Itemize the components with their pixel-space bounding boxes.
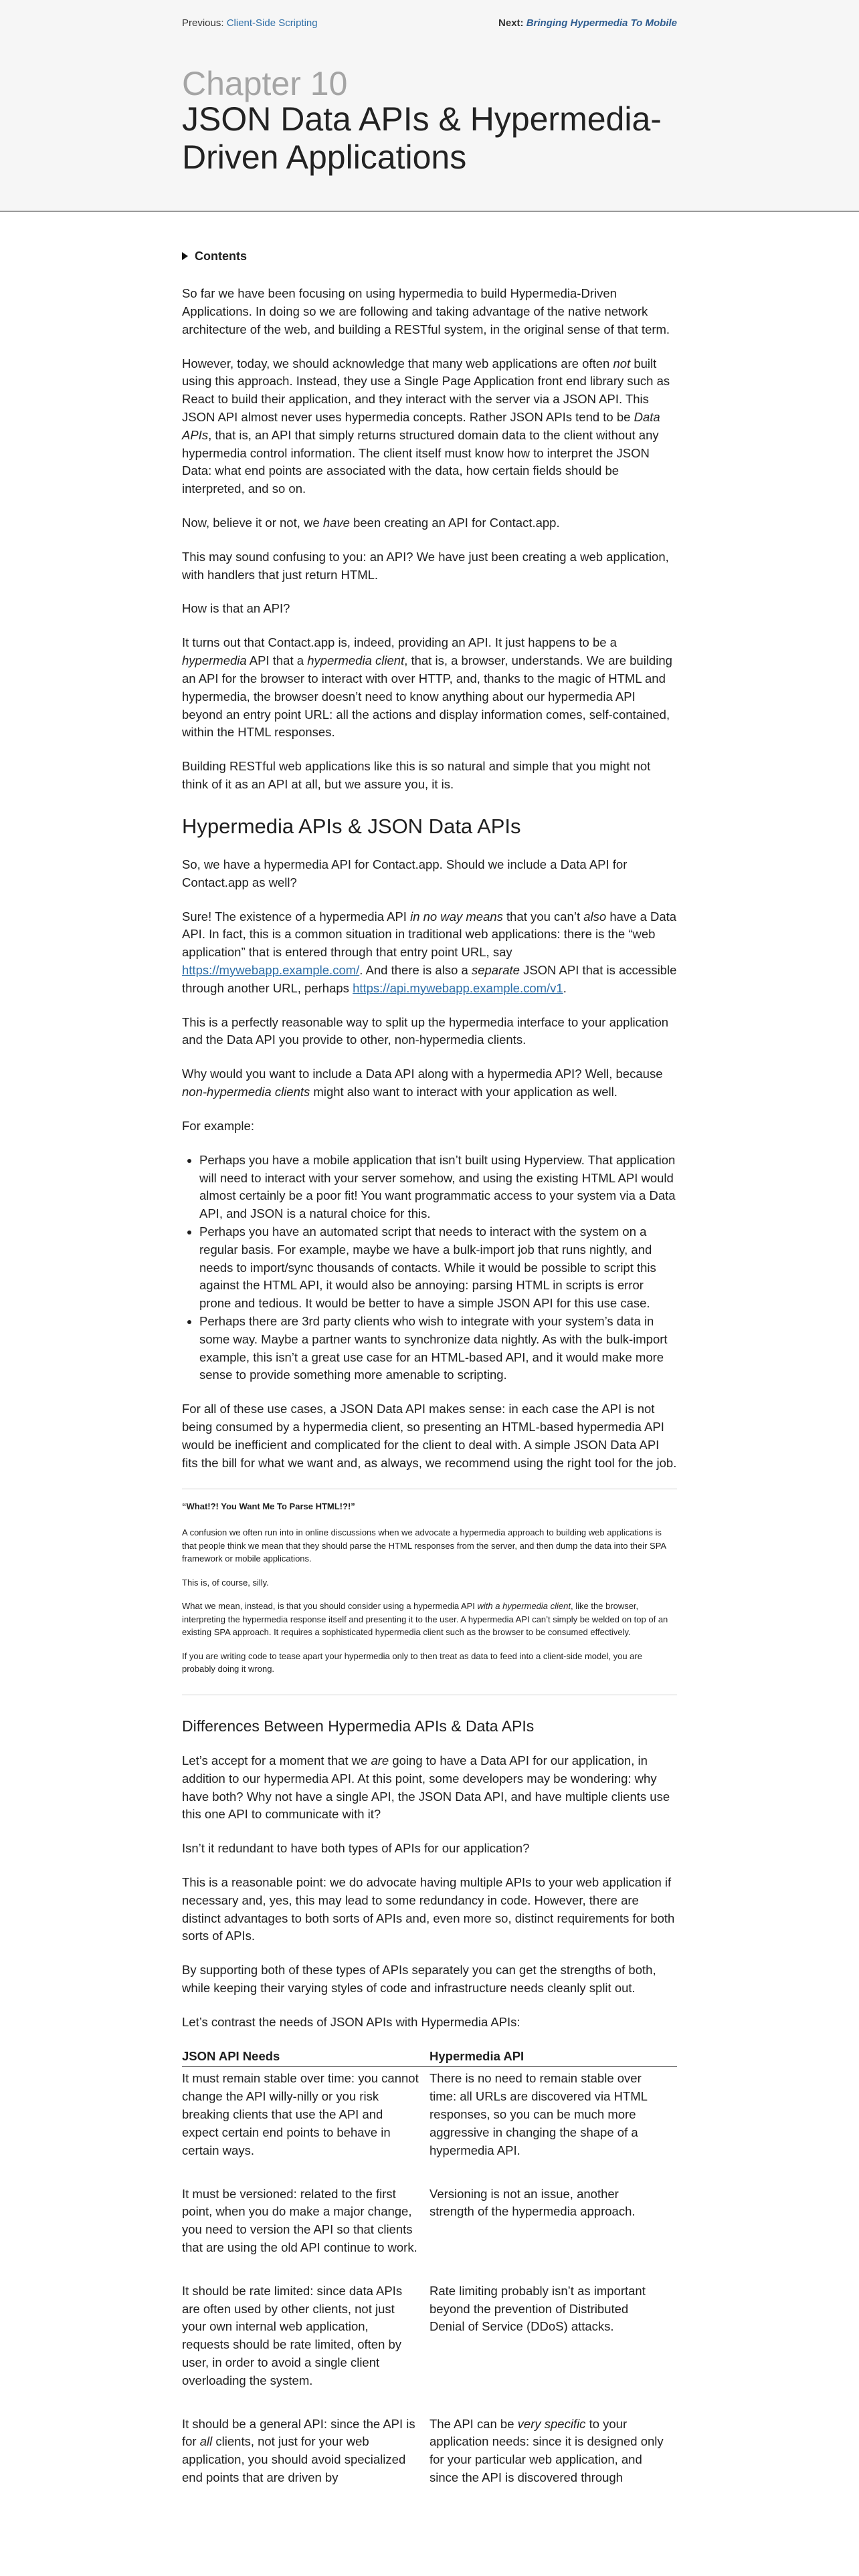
section-paragraph: By supporting both of these types of APIs separately you can get the strengths of both, while keeping their varying styles of code and infrastructure needs cleanly split out.	[182, 1963, 656, 1995]
section-paragraph: Isn’t it redundant to have both types of APIs for our application?	[182, 1841, 530, 1856]
sidebar-paragraph: This is, of course, silly.	[182, 1577, 269, 1588]
sidebar-paragraph: What we mean, instead, is that you should consider using a hypermedia API with a hypermedia client, like the browser, interpreting the hypermedia response itself and presenting it to the user. A hypermedia API can’t simply be welded on top of an existing SPA approach. It requires a sophisticated hypermedia client such as the browser to be consumed effectively.	[182, 1601, 668, 1638]
intro-paragraph: Building RESTful web applications like this is so natural and simple that you might not think of it as an API at all, but we assure you, it is.	[182, 759, 651, 791]
list-item: • Perhaps there are 3rd party clients who wish to integrate with your system’s data in some way. Maybe a partner wants to synchronize data nightly. As with the bulk-import example, this isn’t a great use case for an HTML-based API, and it would make more sense to provide something more amenable to scripting.	[199, 1313, 677, 1384]
chapter-header	[0, 0, 859, 212]
sidebar-paragraph: A confusion we often run into in online discussions when we advocate a hypermedia approach to building web applications is that people think we mean that they should parse the HTML responses from the server, and then dump the data into their SPA framework or mobile applications.	[182, 1527, 666, 1564]
section-paragraph: For all of these use cases, a JSON Data API makes sense: in each case the API is not being consumed by a hypermedia client, so presenting an HTML-based hypermedia API would be inefficient and complicated for the client to deal with. A simple JSON Data API fits the bill for what we want and, as always, we recommend using the right tool for the job.	[182, 1402, 677, 1470]
chapter-content	[182, 247, 677, 2510]
sidebar-paragraph: If you are writing code to tease apart your hypermedia only to then treat as data to feed into a client-side model, you are probably doing it wrong.	[182, 1650, 642, 1675]
table-cell: Rate limiting probably isn’t as important beyond the prevention of Distributed Denial of Service (DDoS) attacks.	[430, 2283, 646, 2334]
previous-label: Previous:	[182, 17, 224, 29]
column-header: JSON API Needs	[182, 2048, 430, 2067]
table-row	[182, 2183, 677, 2280]
intro-paragraph: Now, believe it or not, we have been creating an API for Contact.app.	[182, 516, 560, 530]
comparison-table	[182, 2048, 677, 2510]
intro-paragraph: It turns out that Contact.app is, indeed, providing an API. It just happens to be a hypermedia API that a hypermedia client, that is, a browser, understands. We are building an API for the browser to interact with over HTTP, and, thanks to the magic of HTML and hypermedia, the browser doesn’t need to know anything about our hypermedia API beyond an entry point URL: all the actions and display information comes, self-contained, within the HTML responses.	[182, 635, 672, 740]
previous-nav	[182, 17, 318, 29]
table-header-row	[182, 2048, 677, 2067]
list-item: • Perhaps you have an automated script that needs to interact with the system on a regular basis. For example, maybe we have a bulk-import job that runs nightly, and needs to import/sync thousands of contacts. While it would be possible to script this against the HTML API, it would also be annoying: parsing HTML in scripts is error prone and tedious. It would be better to have a simple JSON API for this use case.	[199, 1223, 677, 1313]
sidebar-note	[182, 1489, 677, 1695]
contents-label: Contents	[195, 249, 247, 263]
table-cell: The API can be very specific to your application needs: since it is designed only for your particular web application, and since the API is discovered through	[430, 2416, 664, 2485]
section-paragraph: So, we have a hypermedia API for Contact.app. Should we include a Data API for Contact.app as well?	[182, 857, 628, 889]
section-paragraph: For example:	[182, 1118, 254, 1133]
section-paragraph: This is a perfectly reasonable way to split up the hypermedia interface to your application and the Data API you provide to other, non-hypermedia clients.	[182, 1014, 669, 1047]
disclosure-triangle-icon	[182, 252, 188, 260]
chapter-number: Chapter 10	[182, 65, 348, 102]
table-row	[182, 2067, 677, 2183]
contents-toggle[interactable]	[182, 247, 677, 265]
intro-paragraph: This may sound confusing to you: an API? We have just been creating a web application, with handlers that just return HTML.	[182, 549, 669, 582]
column-header: Hypermedia API	[430, 2048, 677, 2067]
table-cell: It should be a general API: since the API is for all clients, not just for your web application, you should avoid specialized end points that are driven by	[182, 2416, 415, 2485]
api-url-link[interactable]: https://api.mywebapp.example.com/v1	[353, 980, 563, 995]
sidebar-title: “What!?! You Want Me To Parse HTML!?!”	[182, 1501, 355, 1511]
list-item: • Perhaps you have a mobile application that isn’t built using Hyperview. That application will need to interact with your server somehow, and using the existing HTML API would almost certainly be a poor fit! You want programmatic access to your system via a Data API, and JSON is a natural choice for this.	[199, 1152, 677, 1223]
table-cell: Versioning is not an issue, another strength of the hypermedia approach.	[430, 2186, 636, 2219]
chapter-title: JSON Data APIs & Hypermedia-Driven Applications	[182, 100, 662, 176]
next-label: Next:	[498, 17, 524, 29]
table-row	[182, 2280, 677, 2413]
next-chapter-link[interactable]: Bringing Hypermedia To Mobile	[526, 17, 677, 29]
webapp-url-link[interactable]: https://mywebapp.example.com/	[182, 963, 360, 978]
section-paragraph: This is a reasonable point: we do advocate having multiple APIs to your web application if necessary and, yes, this may lead to some redundancy in code. However, there are distinct advantages to both sorts of APIs and, even more so, distinct requirements for both sorts of APIs.	[182, 1874, 675, 1943]
intro-paragraph: However, today, we should acknowledge that many web applications are often not built using this approach. Instead, they use a Single Page Application front end library such as React to build their application, and they interact with the server via a JSON API. This JSON API almost never uses hypermedia concepts. Rather JSON APIs tend to be Data APIs, that is, an API that simply returns structured domain data to the client without any hypermedia control information. The client itself must know how to interpret the JSON Data: what end points are associated with the data, how certain fields should be interpreted, and so on.	[182, 356, 670, 496]
section-paragraph: Let’s contrast the needs of JSON APIs with Hypermedia APIs:	[182, 2014, 520, 2029]
intro-paragraph: So far we have been focusing on using hypermedia to build Hypermedia-Driven Applications. In doing so we are following and taking advantage of the native network architecture of the web, and building a RESTful system, in the original sense of that term.	[182, 286, 670, 336]
section-paragraph: Let’s accept for a moment that we are going to have a Data API for our application, in addition to our hypermedia API. At this point, some developers may be wondering: why have both? Why not have a single API, the JSON Data API, and have multiple clients use this one API to communicate with it?	[182, 1753, 670, 1822]
section-paragraph: Sure! The existence of a hypermedia API in no way means that you can’t also have a Data API. In fact, this is a common situation in traditional web applications: there is the “web application” that is entered through that entry point URL, say https://mywebapp.example.com/. And there is also a separate JSON API that is accessible through another URL, perhaps https://api.mywebapp.example.com/v1.	[182, 909, 677, 995]
table-cell: There is no need to remain stable over time: all URLs are discovered via HTML responses, so you can be much more aggressive in changing the shape of a hypermedia API.	[430, 2071, 648, 2157]
previous-chapter-link[interactable]: Client-Side Scripting	[226, 17, 318, 29]
chapter-navigation	[182, 17, 677, 29]
section-heading: Hypermedia APIs & JSON Data APIs	[182, 814, 521, 838]
next-nav	[498, 17, 677, 29]
intro-paragraph: How is that an API?	[182, 601, 290, 616]
subsection-heading: Differences Between Hypermedia APIs & Data APIs	[182, 1717, 535, 1735]
table-cell: It should be rate limited: since data APIs are often used by other clients, not just your own internal web application, requests should be rate limited, often by user, in order to avoid a single client overloading the system.	[182, 2283, 403, 2387]
examples-list	[182, 1152, 677, 1385]
table-row	[182, 2413, 677, 2510]
table-cell: It must be versioned: related to the first point, when you do make a major change, you need to version the API so that clients that are using the old API continue to work.	[182, 2186, 417, 2254]
section-paragraph: Why would you want to include a Data API along with a hypermedia API? Well, because non-hypermedia clients might also want to interact with your application as well.	[182, 1067, 663, 1099]
table-cell: It must remain stable over time: you cannot change the API willy-nilly or you risk breaking clients that use the API and expect certain end points to behave in certain ways.	[182, 2071, 419, 2157]
